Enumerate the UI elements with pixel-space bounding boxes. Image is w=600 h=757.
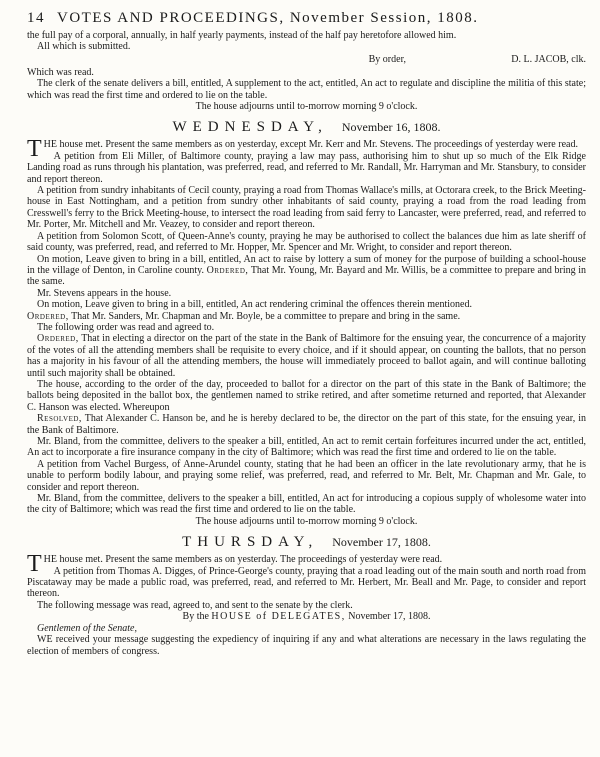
drop-cap: T: [27, 136, 42, 163]
paragraph-opening: [27, 551, 586, 578]
paragraph: The following message was read, agreed to, and sent to the senate by the clerk.: [37, 599, 353, 611]
paragraph-text: HE house met. Present the same members as on yesterday, except Mr. Kerr and Mr. Stevens. The proceedings of yesterday were read.: [43, 139, 578, 151]
paragraph: Mr. Stevens appears in the house.: [37, 287, 172, 299]
paragraph-text: That in electing a director on the part of the state in the Bank of Baltimore for the ensuing year, the concurrence of a majority of the votes of all the attending members shall be requisite to every choice, and if it should appear, on counting the ballots, that no person has a majority in his favour of all the attending members, the house will immediately proceed to ballot again, and will continue balloting until such majority shall be obtained.: [27, 333, 586, 379]
signature-line: [27, 54, 586, 66]
paragraph-opening: [27, 136, 586, 163]
ordered-label: Ordered,: [37, 333, 79, 345]
message-date: November 17, 1808.: [348, 611, 431, 623]
paragraph: A petition from Thomas A. Digges, of Prince-George's county, praying that a road leading out of the main south and north road from Piscataway may be made a public road, was preferred, read, and referred to Mr. Herbert, Mr. Beall and Mr. Page, to consider and report thereon.: [27, 565, 586, 600]
message-house: HOUSE of DELEGATES,: [211, 611, 346, 623]
resolved-label: Resolved,: [37, 413, 82, 425]
paragraph-text: That Alexander C. Hanson be, and he is hereby declared to be, the director on the part of this state, for the ensuing year, in the Bank of Baltimore.: [27, 413, 586, 436]
paragraph: The following order was read and agreed to.: [37, 321, 215, 333]
paragraph: All which is submitted.: [37, 41, 131, 53]
adjournment: The house adjourns until to-morrow morning 9 o'clock.: [195, 515, 418, 527]
day-name: THURSDAY,: [182, 534, 319, 551]
paragraph-text: HE house met. Present the same members as on yesterday. The proceedings of yesterday were read.: [43, 554, 443, 566]
paragraph: Mr. Bland, from the committee, delivers to the speaker a bill, entitled, An act for introducing a copious supply of wholesome water into the city of Baltimore; which was read the first time and ordered to lie on the table.: [27, 493, 586, 516]
paragraph: Mr. Bland, from the committee, delivers to the speaker a bill, entitled, An act to remit certain forfeitures incurred under the act, entitled, An act to incorporate a fire insurance company in the city of Baltimore; which was read the first time and ordered to lie on the table.: [27, 436, 586, 459]
page-title: VOTES AND PROCEEDINGS, November Session, 1808.: [57, 10, 479, 26]
paragraph: [27, 413, 586, 436]
paragraph: Which was read.: [27, 66, 94, 78]
paragraph: A petition from Eli Miller, of Baltimore county, praying a law may pass, authorising him to shut up so much of the Elk Ridge Landing road as runs through his plantation, was preferred, read, and referred to Mr. Randall, Mr. Harryman and Mr. Stansbury, to consider and report thereon.: [27, 150, 586, 185]
message-by: By the: [182, 611, 209, 623]
page-number: 14: [27, 10, 45, 26]
paragraph: The clerk of the senate delivers a bill, entitled, A supplement to the act, entitled, An act to regulate and discipline the militia of this state; which was read the first time and ordered to lie on the table.: [27, 78, 586, 101]
paragraph: [27, 311, 586, 322]
day-date: November 17, 1808.: [332, 535, 431, 550]
ordered-label: Ordered,: [27, 310, 69, 322]
paragraph: WE received your message suggesting the expediency of inquiring if any and what alterations are necessary in the laws regulating the election of members of congress.: [27, 634, 586, 657]
paragraph: [27, 254, 586, 288]
paragraph: [27, 333, 586, 379]
day-name: WEDNESDAY,: [172, 119, 328, 136]
salutation: Gentlemen of the Senate,: [37, 622, 137, 634]
message-heading: [27, 611, 586, 622]
paragraph-text: On motion, Leave given to bring in a bill, entitled, An act to raise by lottery a sum of money for the purpose of building a school-house in the village of Denton, in Caroline county.: [27, 253, 586, 276]
signature-name: D. L. JACOB, clk.: [511, 53, 586, 65]
paragraph-text: That Mr. Sanders, Mr. Chapman and Mr. Boyle, be a committee to prepare and bring in the same.: [71, 310, 461, 322]
paragraph: On motion, Leave given to bring in a bill, entitled, An act rendering criminal the offences therein mentioned.: [37, 299, 472, 311]
ordered-label: Ordered,: [206, 264, 249, 276]
day-heading-wednesday: [27, 118, 586, 136]
page-header: [27, 8, 586, 28]
paragraph: The house, according to the order of the day, proceeded to ballot for a director on the part of this state in the Bank of Baltimore; the ballots being deposited in the ballot box, the gentlemen named to strike retired, and after sometime returned and reported, that Alexander C. Hanson was elected. Whereupon: [27, 378, 586, 413]
paragraph: A petition from Solomon Scott, of Queen-Anne's county, praying he may be authorised to collect the balances due him as late sheriff of said county, was preferred, read, and referred to Mr. Hopper, Mr. Spencer and Mr. Wright, to consider and report thereon.: [27, 230, 586, 254]
paragraph-text: That Mr. Young, Mr. Bayard and Mr. Willis, be a committee to prepare and bring in the same.: [27, 264, 587, 288]
paragraph: the full pay of a corporal, annually, in half yearly payments, instead of the half pay heretofore allowed him.: [27, 30, 457, 41]
paragraph: A petition from Vachel Burgess, of Anne-Arundel county, stating that he had been an officer in the late revolutionary army, that he is unable to perform bodily labour, and praying some relief, was preferred, read, and referred to Mr. Belt, Mr. Chapman and Mr. Gale, to consider and report thereon.: [27, 458, 586, 493]
day-heading-thursday: [27, 533, 586, 551]
paragraph: A petition from sundry inhabitants of Cecil county, praying a road from Thomas Wallace's mills, at Octorara creek, to the Brick Meeting-house in East Nottingham, and a petition from sundry other inhabitants of said county, praying a road from the road leading from Cresswell's ferry to the Brick Meeting-house, to intersect the road leading from said ferry to Lancaster, were preferred, read, and referred to Mr. Porter, Mr. Mitchell and Mr. Veazey, to consider and report thereon.: [27, 185, 586, 231]
adjournment: The house adjourns until to-morrow morning 9 o'clock.: [195, 101, 418, 113]
signature-by: By order,: [368, 53, 406, 65]
day-date: November 16, 1808.: [341, 120, 441, 135]
drop-cap: T: [27, 551, 42, 578]
